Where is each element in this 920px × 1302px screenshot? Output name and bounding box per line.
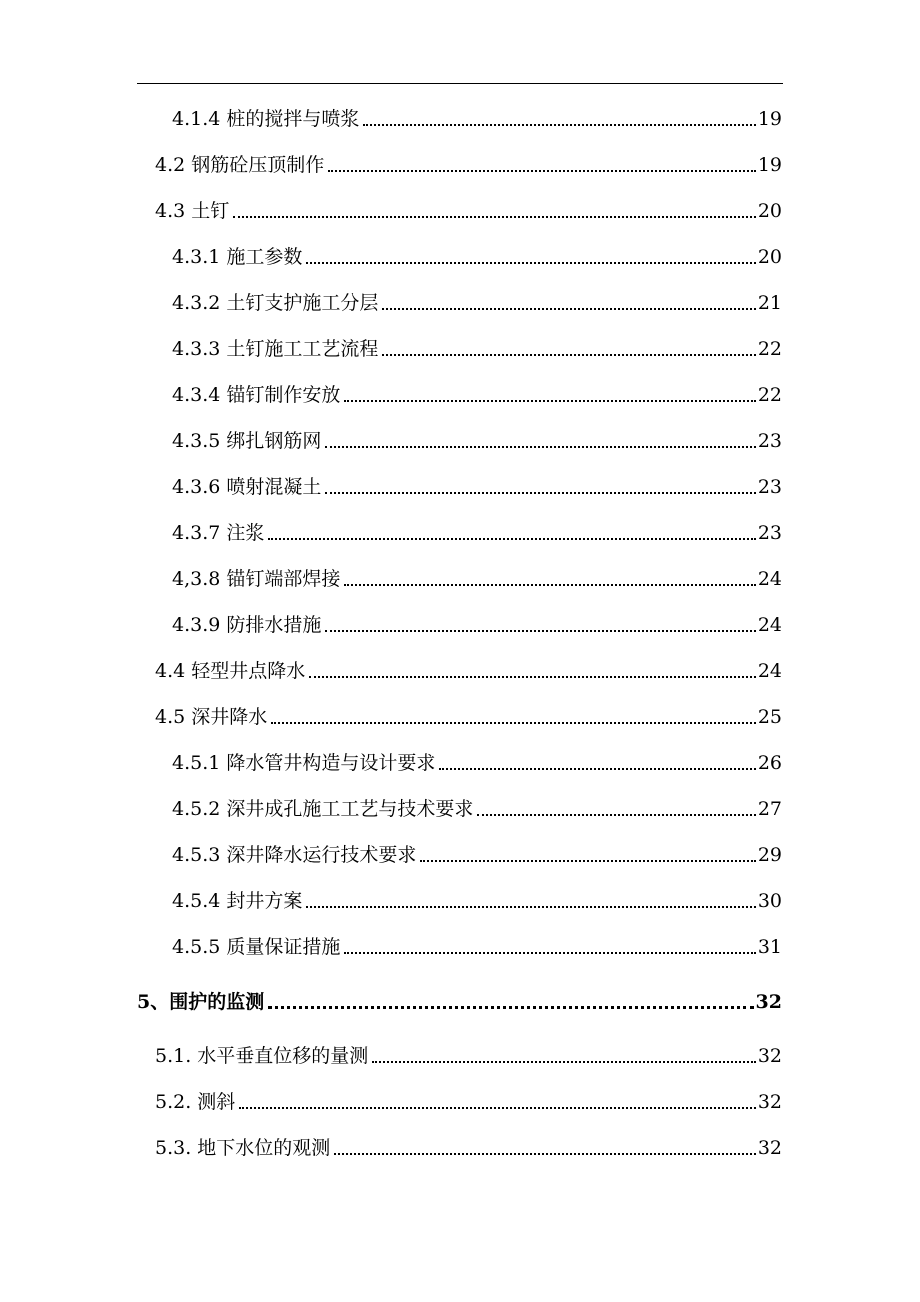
- toc-entry-label: 4.3.7 注浆: [172, 522, 265, 544]
- toc-entry-label: 4.3.4 锚钉制作安放: [172, 384, 341, 406]
- toc-entry-4-1-4[interactable]: [172, 97, 782, 131]
- toc-entry-label: 4.3.9 防排水措施: [172, 614, 322, 636]
- toc-entry-label: 5.2. 测斜: [155, 1091, 236, 1113]
- toc-leader-dots: [271, 722, 756, 724]
- toc-page-number: 32: [757, 1137, 782, 1159]
- toc-leader-dots: [306, 262, 755, 264]
- toc-entry-4-3-7[interactable]: [172, 511, 782, 545]
- toc-entry-label: 4.5.3 深井降水运行技术要求: [172, 844, 417, 866]
- toc-entry-label: 5.3. 地下水位的观测: [155, 1137, 331, 1159]
- toc-leader-dots: [382, 308, 755, 310]
- toc-leader-dots: [233, 216, 756, 218]
- toc-entry-4-3-2[interactable]: [172, 281, 782, 315]
- toc-leader-dots: [344, 952, 755, 954]
- toc-entry-4-5[interactable]: [155, 695, 782, 729]
- toc-entry-4-3-9[interactable]: [172, 603, 782, 637]
- toc-page-number: 23: [757, 522, 782, 544]
- toc-leader-dots: [325, 492, 755, 494]
- toc-entry-4-4[interactable]: [155, 649, 782, 683]
- toc-leader-dots: [344, 584, 755, 586]
- toc-page-number: 32: [755, 991, 782, 1013]
- toc-entry-label: 4.5.1 降水管井构造与设计要求: [172, 752, 436, 774]
- toc-entry-5-1[interactable]: [155, 1034, 782, 1068]
- toc-entry-4-3-8[interactable]: [172, 557, 782, 591]
- toc-entry-4-5-3[interactable]: [172, 833, 782, 867]
- toc-entry-4-2[interactable]: [155, 143, 782, 177]
- toc-page-number: 25: [757, 706, 782, 728]
- toc-page-number: 27: [757, 798, 782, 820]
- toc-leader-dots: [363, 124, 755, 126]
- toc-entry-label: 4.5.5 质量保证措施: [172, 936, 341, 958]
- toc-entry-4-5-2[interactable]: [172, 787, 782, 821]
- toc-page-number: 32: [757, 1045, 782, 1067]
- toc-leader-dots: [309, 676, 756, 678]
- toc-entry-4-3-6[interactable]: [172, 465, 782, 499]
- toc-page-number: 21: [757, 292, 782, 314]
- toc-entry-label: 4.5 深井降水: [155, 706, 268, 728]
- toc-leader-dots: [325, 446, 755, 448]
- toc-entry-4-5-5[interactable]: [172, 925, 782, 959]
- toc-entry-label: 4.3.1 施工参数: [172, 246, 303, 268]
- toc-page-number: 26: [757, 752, 782, 774]
- toc-page-number: 29: [757, 844, 782, 866]
- toc-page-number: 20: [757, 246, 782, 268]
- toc-page-number: 22: [757, 338, 782, 360]
- header-rule: [137, 83, 783, 84]
- toc-page-number: 24: [757, 568, 782, 590]
- toc-entry-label: 4.3.3 土钉施工工艺流程: [172, 338, 379, 360]
- toc-leader-dots: [239, 1107, 756, 1109]
- toc-entry-label: 4.3 土钉: [155, 200, 230, 222]
- toc-leader-dots: [439, 768, 755, 770]
- toc-entry-label: 4.3.2 土钉支护施工分层: [172, 292, 379, 314]
- toc-entry-label: 4.3.6 喷射混凝土: [172, 476, 322, 498]
- toc-leader-dots: [382, 354, 755, 356]
- toc-entry-4-3-3[interactable]: [172, 327, 782, 361]
- toc-page-number: 24: [757, 614, 782, 636]
- toc-entry-4-3-1[interactable]: [172, 235, 782, 269]
- toc-page-number: 32: [757, 1091, 782, 1113]
- toc-entry-4-3-4[interactable]: [172, 373, 782, 407]
- toc-page-number: 20: [757, 200, 782, 222]
- toc-leader-dots: [477, 814, 755, 816]
- toc-entry-label: 4.3.5 绑扎钢筋网: [172, 430, 322, 452]
- toc-leader-dots: [306, 906, 755, 908]
- toc-page-number: 24: [757, 660, 782, 682]
- toc-entry-label: 4.5.2 深井成孔施工工艺与技术要求: [172, 798, 474, 820]
- toc-leader-dots: [268, 538, 755, 540]
- toc-leader-dots: [328, 170, 756, 172]
- toc-entry-4-5-1[interactable]: [172, 741, 782, 775]
- toc-leader-dots: [334, 1153, 756, 1155]
- toc-entry-5-3[interactable]: [155, 1126, 782, 1160]
- toc-entry-label: 4,3.8 锚钉端部焊接: [172, 568, 341, 590]
- toc-page-number: 23: [757, 430, 782, 452]
- toc-entry-label: 5.1. 水平垂直位移的量测: [155, 1045, 369, 1067]
- toc-entry-5[interactable]: [137, 980, 782, 1014]
- toc-entry-5-2[interactable]: [155, 1080, 782, 1114]
- toc-entry-label: 4.2 钢筋砼压顶制作: [155, 154, 325, 176]
- toc-leader-dots: [420, 860, 755, 862]
- toc-leader-dots: [268, 1006, 753, 1009]
- toc-leader-dots: [372, 1061, 756, 1063]
- toc-entry-4-3-5[interactable]: [172, 419, 782, 453]
- toc-page-number: 19: [757, 154, 782, 176]
- toc-page-number: 31: [757, 936, 782, 958]
- toc-entry-4-5-4[interactable]: [172, 879, 782, 913]
- toc-leader-dots: [344, 400, 755, 402]
- toc-entry-label: 4.5.4 封井方案: [172, 890, 303, 912]
- toc-page-number: 23: [757, 476, 782, 498]
- toc-page-number: 30: [757, 890, 782, 912]
- toc-entry-4-3[interactable]: [155, 189, 782, 223]
- toc-page-number: 19: [757, 108, 782, 130]
- toc-entry-label: 4.4 轻型井点降水: [155, 660, 306, 682]
- toc-page-number: 22: [757, 384, 782, 406]
- toc-leader-dots: [325, 630, 755, 632]
- toc-entry-label: 4.1.4 桩的搅拌与喷浆: [172, 108, 360, 130]
- toc-entry-label: 5、围护的监测: [137, 991, 265, 1013]
